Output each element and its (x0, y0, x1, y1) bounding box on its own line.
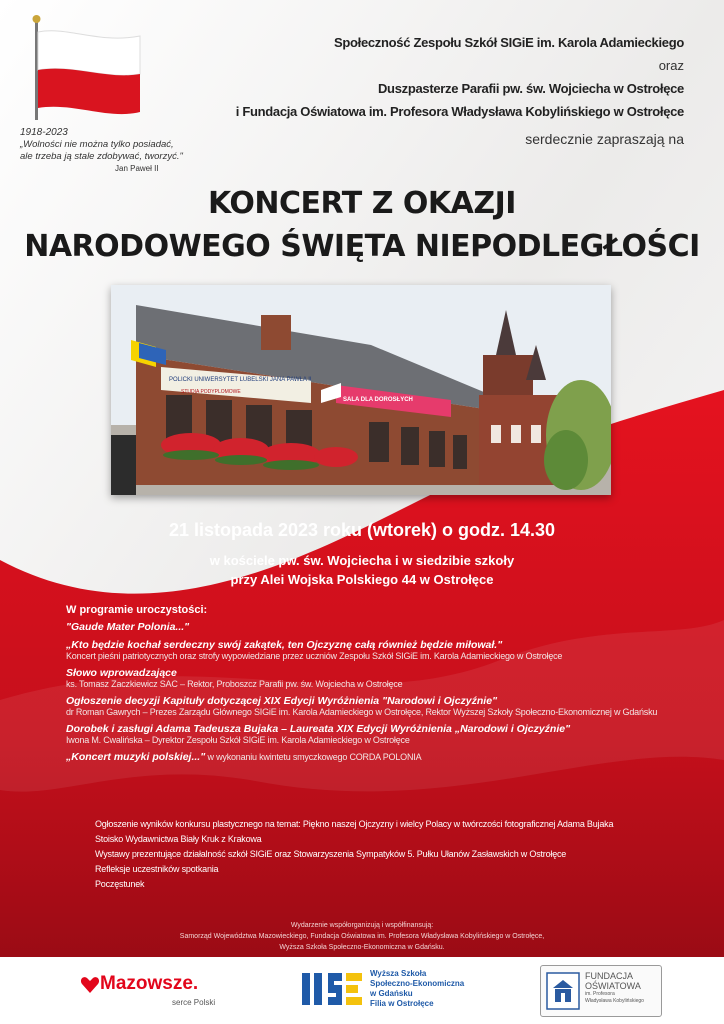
wsse-line3: w Gdańsku (370, 989, 413, 998)
organizer-line-3: i Fundacja Oświatowa im. Profesora Władysława Kobylińskiego w Ostrołęce (235, 104, 684, 119)
logo-bar (0, 957, 724, 1024)
banner-right-text: SALA DLA DOROSŁYCH (343, 397, 413, 403)
program-heading: W programie uroczystości: (66, 604, 208, 616)
program-item-title: "Gaude Mater Polonia..." (66, 621, 190, 633)
program-item-title: Słowo wprowadzające (66, 667, 177, 679)
wsse-emblem-icon (302, 971, 364, 1007)
extra-item: Wystawy prezentujące działalność szkół SIGiE oraz Stowarzyszenia Sympatyków 5. Pułku Ułanów Zasławskich w Ostrołęce (95, 849, 567, 859)
quote-line1: „Wolności nie można tylko posiadać, (20, 139, 174, 150)
program-item-desc: Koncert pieśni patriotycznych oraz strofy wypowiedziane przez uczniów Zespołu Szkół SIGiE im. Karola Adamieckiego w Ostrołęce (66, 651, 563, 661)
concert-title: „Koncert muzyki polskiej..." (66, 751, 206, 763)
fundacja-emblem-icon (546, 972, 580, 1010)
wsse-logo (302, 969, 502, 1014)
program-item (66, 621, 706, 633)
fundacja-line2: OŚWIATOWA (585, 981, 641, 991)
fundacja-line1: FUNDACJA (585, 971, 634, 981)
school-photo (111, 285, 611, 495)
event-date: 21 listopada 2023 roku (wtorek) o godz. 14.30 (168, 520, 556, 540)
program-item (66, 695, 706, 717)
wsse-line2: Społeczno-Ekonomiczna (370, 979, 465, 988)
program-block (66, 604, 706, 763)
cofinancing-line2: Samorząd Województwa Mazowieckiego, Fundacja Oświatowa im. Profesora Władysława Kobylińskiego w Ostrołęce, (179, 933, 545, 940)
wsse-line1: Wyższa Szkoła (370, 969, 427, 978)
fundacja-line4: Władysława Kobylińskiego (585, 998, 644, 1004)
organizer-line-2: Duszpasterze Parafii pw. św. Wojciecha w Ostrołęce (377, 81, 684, 96)
program-item-desc: ks. Tomasz Zaczkiewicz SAC – Rektor, Proboszcz Parafii pw. św. Wojciecha w Ostrołęce (66, 679, 403, 689)
quote-block (20, 127, 220, 175)
quote-author: Jan Paweł II (115, 164, 159, 173)
event-place-2: przy Alei Wojska Polskiego 44 w Ostrołęce (230, 572, 494, 587)
program-item-concert (66, 751, 706, 763)
title-line-2: NARODOWEGO ŚWIĘTA NIEPODLEGŁOŚCI (24, 229, 700, 264)
extra-item: Poczęstunek (95, 879, 145, 889)
extra-item: Stoisko Wydawnictwa Biały Kruk z Krakowa (95, 834, 262, 844)
extra-item: Refleksje uczestników spotkania (95, 864, 219, 874)
event-place-1: w kościele pw. św. Wojciecha i w siedzibie szkoły (209, 553, 515, 568)
banner-mid-text: STUDIA PODYPLOMOWE (181, 389, 241, 395)
program-item (66, 667, 706, 689)
program-item-title: Ogłoszenie decyzji Kapituły dotyczącej XIX Edycji Wyróżnienia "Narodowi i Ojczyźnie" (66, 695, 498, 707)
quote-years: 1918-2023 (20, 127, 68, 138)
program-item-desc: dr Roman Gawrych – Prezes Zarządu Głównego SIGiE im. Karola Adamieckiego w Ostrołęce, Rektor Wyższej Szkoły Społeczno-Ekonomicznej w Gdańsku (66, 707, 658, 717)
extra-item: Ogłoszenie wyników konkursu plastycznego na temat: Piękno naszej Ojczyzny i wielcy Polacy w twórczości fotograficznej Adama Bujaka (95, 819, 614, 829)
mazowsze-sub: serce Polski (172, 998, 216, 1007)
mazowsze-text: Mazowsze. (100, 973, 199, 994)
fundacja-line3: im. Profesora (585, 991, 615, 997)
extra-list (95, 817, 695, 892)
organizer-conj: oraz (658, 58, 684, 73)
heart-icon (80, 975, 100, 995)
wsse-line4: Filia w Ostrołęce (370, 999, 434, 1008)
cofinancing-line1: Wydarzenie współorganizują i współfinansują: (290, 922, 434, 929)
quote-line2: ale trzeba ją stale zdobywać, tworzyć." (20, 151, 183, 162)
organizer-line-1: Społeczność Zespołu Szkół SIGiE im. Karola Adamieckiego (333, 35, 684, 50)
cofinancing-line3: Wyższa Szkoła Społeczno-Ekonomiczna w Gdańsku. (279, 944, 445, 951)
program-item-title: „Kto będzie kochał serdeczny swój zakątek, ten Ojczyznę całą również będzie miłował." (66, 639, 503, 651)
invite-text: serdecznie zapraszają na (525, 131, 684, 147)
title-line-1: KONCERT Z OKAZJI (208, 186, 516, 221)
program-item (66, 723, 706, 745)
program-item (66, 639, 706, 661)
program-item-title: Dorobek i zasługi Adama Tadeusza Bujaka – Laureata XIX Edycji Wyróżnienia „Narodowi i Ojczyźnie" (66, 723, 571, 735)
fundacja-logo (540, 965, 662, 1017)
program-item-desc: Iwona M. Cwalińska – Dyrektor Zespołu Szkół SIGiE im. Karola Adamieckiego w Ostrołęce (66, 735, 410, 745)
concert-desc: w wykonaniu kwintetu smyczkowego CORDA POLONIA (205, 752, 422, 762)
polish-flag-icon (28, 14, 143, 124)
banner-left-text: POLICKI UNIWERSYTET LUBELSKI JANA PAWŁA II (169, 377, 312, 383)
cofinancing-note (0, 920, 724, 953)
